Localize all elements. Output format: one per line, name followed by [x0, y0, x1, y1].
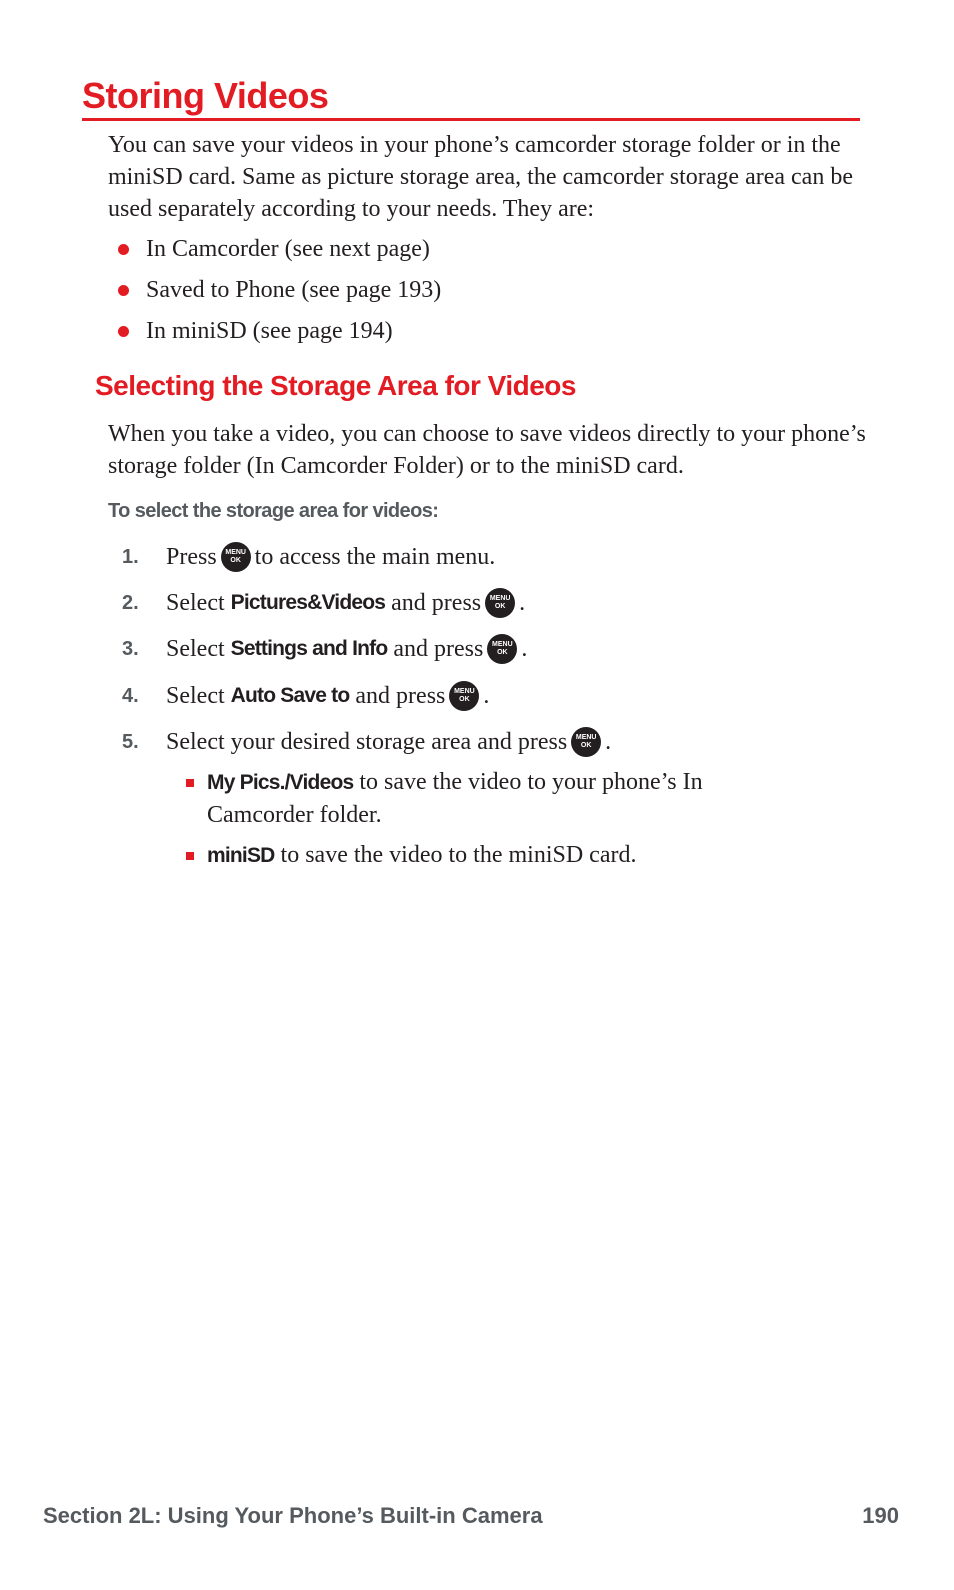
- list-item-text: In Camcorder (see next page): [146, 236, 430, 262]
- ok-key-label: OK: [230, 557, 241, 564]
- option-keyword: My Pics./Videos: [207, 771, 354, 794]
- step-end: .: [605, 729, 612, 755]
- subsection-paragraph: When you take a video, you can choose to save videos directly to your phone’s storage folder (In Camcorder Folder) or to the miniSD card.: [108, 421, 866, 479]
- ok-key-label: OK: [497, 649, 508, 656]
- title-rule: [82, 118, 860, 121]
- footer-section-title: Section 2L: Using Your Phone’s Built-in Camera: [43, 1503, 543, 1528]
- ok-key-label: OK: [459, 696, 470, 703]
- step-keyword: Pictures&Videos: [230, 591, 386, 614]
- bullet-dot-icon: [118, 285, 129, 296]
- option-text: to save the video to your phone’s In Camcorder folder.: [207, 769, 703, 828]
- step-keyword: Settings and Info: [230, 637, 388, 660]
- option-text: to save the video to the miniSD card.: [280, 842, 637, 868]
- menu-ok-key-icon: [449, 681, 479, 711]
- menu-ok-key-icon: [487, 634, 517, 664]
- step-text: and press: [355, 683, 446, 709]
- step-text: Press: [166, 544, 217, 570]
- menu-ok-key-icon: [221, 542, 251, 572]
- square-bullet-icon: [186, 779, 194, 787]
- step-1: [122, 541, 495, 573]
- step-number: 5.: [122, 731, 139, 753]
- step-end: .: [519, 590, 526, 616]
- intro-paragraph: You can save your videos in your phone’s camcorder storage folder or in the miniSD card. Same as picture storage area, the camcorder storage area can be used separately according to your needs. They are:: [108, 132, 853, 222]
- step-text: Select: [166, 683, 225, 709]
- step-text: and press: [391, 590, 482, 616]
- procedure-heading: To select the storage area for videos:: [108, 500, 439, 522]
- step-5: [122, 726, 611, 758]
- step-3: [122, 633, 527, 665]
- step-number: 3.: [122, 638, 139, 660]
- step-number: 2.: [122, 592, 139, 614]
- option-keyword: miniSD: [207, 844, 275, 867]
- page-title: Storing Videos: [82, 75, 329, 116]
- ok-key-label: OK: [494, 603, 506, 610]
- list-item: [118, 233, 430, 265]
- list-item: [118, 274, 441, 306]
- option-item: [186, 839, 766, 872]
- step-text: Select: [166, 636, 225, 662]
- step-end: .: [483, 683, 490, 709]
- ok-key-label: OK: [580, 742, 592, 749]
- menu-key-label: MENU: [489, 595, 511, 602]
- bullet-dot-icon: [118, 326, 129, 337]
- page-number: 190: [862, 1503, 899, 1528]
- section-subtitle: Selecting the Storage Area for Videos: [95, 370, 576, 401]
- step-number: 1.: [122, 546, 139, 568]
- step-text: to access the main menu.: [254, 544, 496, 570]
- step-number: 4.: [122, 685, 139, 707]
- menu-key-label: MENU: [492, 641, 513, 648]
- step-text: Select your desired storage area and press: [166, 729, 568, 755]
- list-item-text: In miniSD (see page 194): [146, 318, 393, 344]
- option-item: [186, 766, 766, 832]
- bullet-dot-icon: [118, 244, 129, 255]
- square-bullet-icon: [186, 852, 194, 860]
- menu-ok-key-icon: [571, 727, 601, 757]
- page-footer: [43, 1503, 899, 1529]
- list-item-text: Saved to Phone (see page 193): [146, 277, 442, 303]
- step-text: Select: [166, 590, 225, 616]
- step-end: .: [521, 636, 528, 662]
- step-text: and press: [393, 636, 484, 662]
- menu-key-label: MENU: [575, 734, 597, 741]
- step-keyword: Auto Save to: [230, 684, 350, 707]
- menu-key-label: MENU: [454, 688, 475, 695]
- menu-key-label: MENU: [225, 549, 246, 556]
- step-4: [122, 680, 489, 712]
- list-item: [118, 315, 393, 347]
- step-2: [122, 587, 525, 619]
- menu-ok-key-icon: [485, 588, 515, 618]
